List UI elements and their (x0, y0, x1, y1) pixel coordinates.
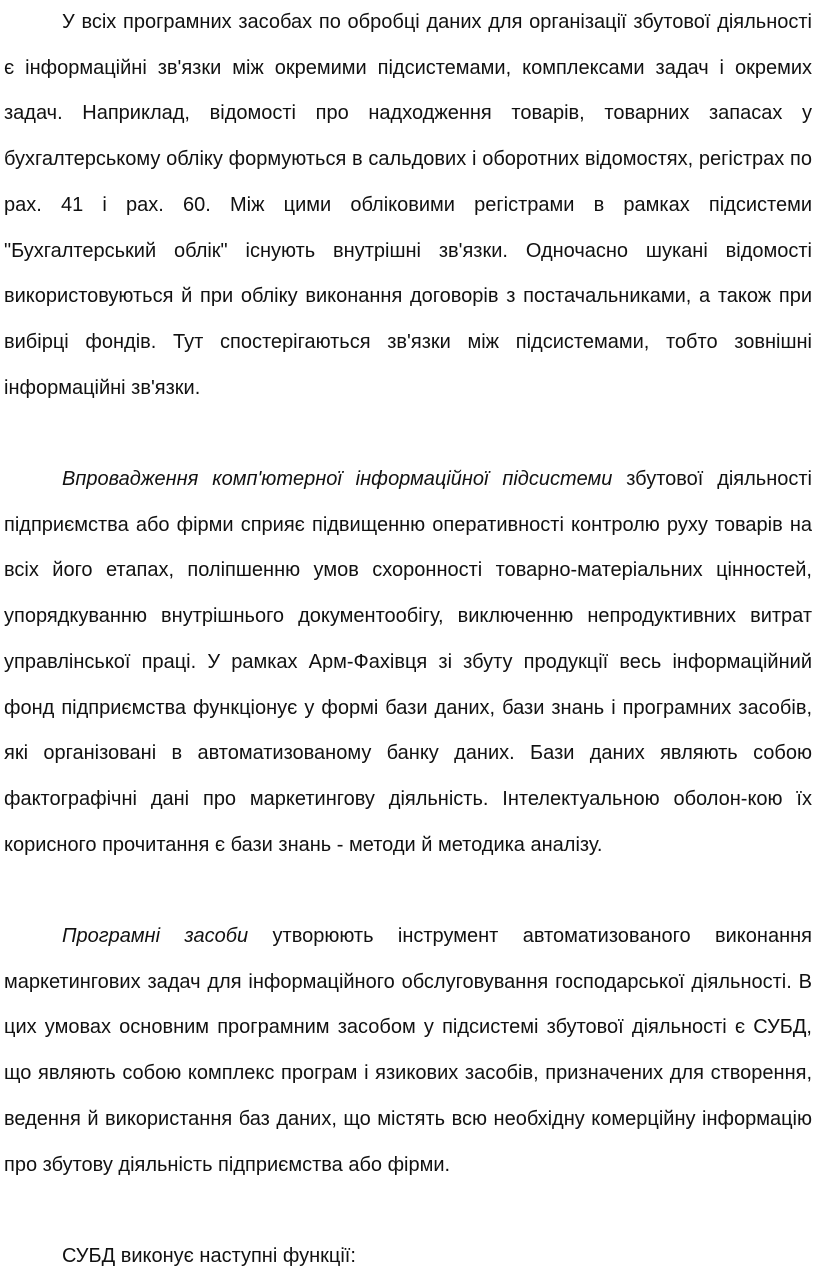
italic-term-subsystem: Впровадження комп'ютерної інформаційної підсистеми (62, 468, 613, 491)
paragraph-dbms-functions: СУБД виконує наступні функції: (62, 1244, 356, 1267)
italic-term-software: Програмні засоби (62, 925, 249, 948)
paragraph-gap (4, 1188, 812, 1234)
paragraph-gap (4, 411, 812, 457)
paragraph-software (4, 914, 812, 1188)
paragraph-software-text: утворюють інструмент автоматизованого виконання маркетингових задач для інформаційного обслуговування господарської діяльності. В цих умовах основним програмним засобом у підсистемі збутової діяльності є СУБД, що являють собою комплекс програм і язикових засобів, призначених для створення, ведення й використання баз даних, що містять всю необхідну комерційну інформацію про збутову діяльність підприємства або фірми. (4, 925, 812, 1176)
paragraph-info-links: У всіх програмних засобах по обробці даних для організації збутової діяльності є інформаційні зв'язки між окремими підсистемами, комплексами задач і окремих задач. Наприклад, відомості про надходження товарів, товарних запасах у бухгалтерському обліку формуються в сальдових і оборотних відомостях, регістрах по рах. 41 і рах. 60. Між цими обліковими регістрами в рамках підсистеми "Бухгалтерський облік" існують внутрішні зв'язки. Одночасно шукані відомості використовуються й при обліку виконання договорів з постачальниками, а також при вибірці фондів. Тут спостерігаються зв'язки між підсистемами, тобто зовнішні інформаційні зв'язки. (4, 11, 812, 399)
paragraph-implementation (4, 457, 812, 868)
paragraph-gap (4, 868, 812, 914)
document-page (4, 0, 812, 1280)
paragraph-implementation-text: збутової діяльності підприємства або фірми сприяє підвищенню оперативності контролю руху товарів на всіх його етапах, поліпшенню умов схоронності товарно-матеріальних цінностей, упорядкуванню внутрішнього документообігу, виключенню непродуктивних витрат управлінської праці. У рамках Арм-Фахівця зі збуту продукції весь інформаційний фонд підприємства функціонує у формі бази даних, бази знань і програмних засобів, які організовані в автоматизованому банку даних. Бази даних являють собою фактографічні дані про маркетингову діяльність. Інтелектуальною оболон-кою їх корисного прочитання є бази знань - методи й методика аналізу. (4, 468, 812, 856)
